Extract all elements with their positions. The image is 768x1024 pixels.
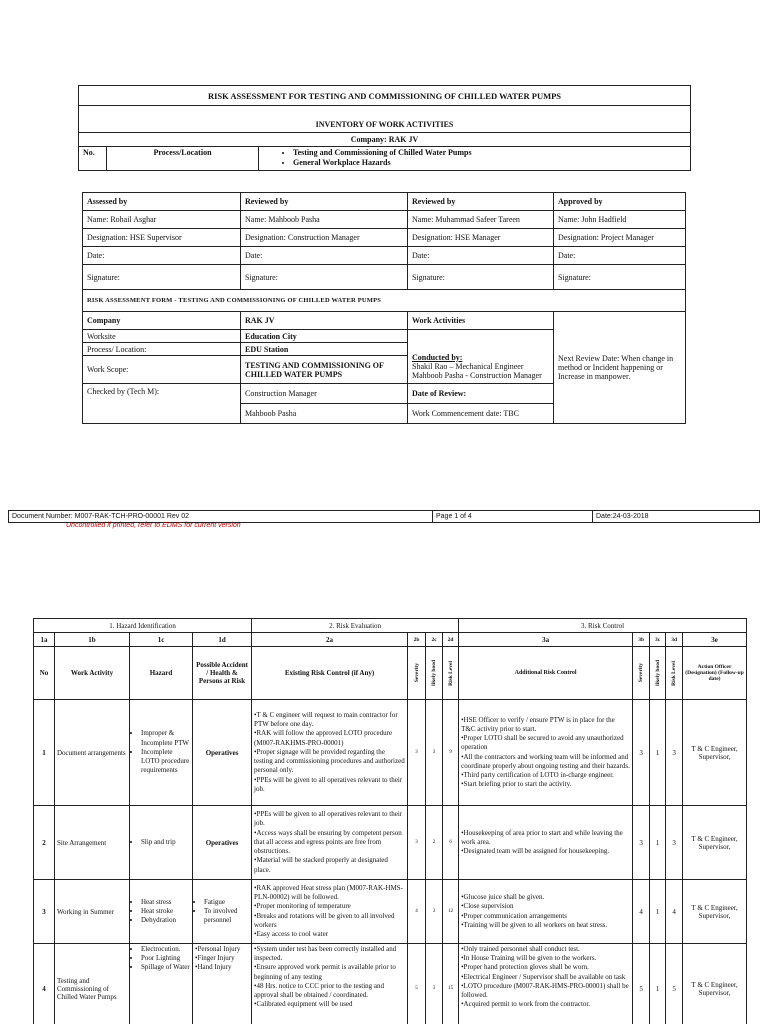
control-item: • Material will be stacked properly at designated place.: [254, 856, 405, 874]
likelihood-value: 1: [650, 880, 666, 944]
worksite-value: Education City: [241, 330, 408, 343]
severity-value: 3: [408, 700, 426, 806]
control-item: • RAK approved Heat stress plan (M007-RAK-HMS-PLN-00002) will be followed.: [254, 884, 405, 902]
conducted-by-label: Conducted by:: [412, 353, 463, 362]
control-item: • LOTO procedure (M007-RAK-HMS-PRO-00001) shall be followed.: [461, 982, 630, 1000]
risk-table: [33, 618, 747, 1024]
date-field: Date:: [83, 247, 241, 265]
work-activity: Testing and Commissioning of Chilled Water Pumps: [55, 944, 130, 1024]
header-work-activity: Work Activity: [55, 647, 130, 700]
date-field: Date:: [408, 247, 554, 265]
header-likelihood: likely hood: [426, 647, 443, 700]
work-scope-value: TESTING AND COMMISSIONING OF CHILLED WATER PUMPS: [241, 356, 408, 384]
control-item: • Access ways shall be ensuring by competent person that all access and egress points are free from obstructions.: [254, 829, 405, 857]
signature-field: Signature:: [83, 265, 241, 290]
persons-at-risk: [193, 944, 252, 1024]
control-item: • Designated team will be assigned for housekeeping.: [461, 847, 630, 856]
control-item: • Close supervision: [461, 902, 630, 911]
row-number: 3: [34, 880, 55, 944]
likelihood-value: 3: [426, 944, 443, 1024]
hazard-item: • Poor Lighting: [141, 954, 190, 963]
checked-by-role: Construction Manager: [241, 384, 408, 404]
activity-list: [259, 147, 691, 171]
conducted-by-person: Mahboob Pasha - Construction Manager: [412, 371, 542, 380]
control-item: • Proper communication arrangements: [461, 912, 630, 921]
control-item: • Proper monitoring of temperature: [254, 902, 405, 911]
section-risk-control: 3. Risk Control: [459, 619, 747, 633]
column-code: 1b: [55, 633, 130, 647]
persons-at-risk: [193, 880, 252, 944]
signature-field: Signature:: [241, 265, 408, 290]
hazard-item: • Improper & Incomplete PTW: [141, 729, 190, 747]
likelihood-value: 1: [650, 944, 666, 1024]
company-heading: Company: RAK JV: [79, 133, 691, 147]
date-of-review-label: Date of Review:: [408, 384, 554, 404]
section-hazard-identification: 1. Hazard Identification: [34, 619, 252, 633]
additional-controls: [459, 880, 633, 944]
column-code: 3e: [683, 633, 747, 647]
likelihood-value: 3: [426, 880, 443, 944]
row-number: 4: [34, 944, 55, 1024]
header-persons-at-risk: Possible Accident / Health & Persons at Risk: [193, 647, 252, 700]
conducted-by-person: Shakil Rao – Mechanical Engineer: [412, 362, 524, 371]
column-code: 1a: [34, 633, 55, 647]
person-item: • Hand Injury: [195, 963, 249, 972]
work-activity: Working in Summer: [55, 880, 130, 944]
row-number: 1: [34, 700, 55, 806]
document-title: RISK ASSESSMENT FOR TESTING AND COMMISSIONING OF CHILLED WATER PUMPS: [79, 86, 691, 106]
person-item: • To involved personnel: [204, 907, 249, 925]
column-code: 2b: [408, 633, 426, 647]
control-item: • PPEs will be given to all operatives relevant to their job.: [254, 810, 405, 828]
additional-controls: [459, 944, 633, 1024]
inventory-heading: INVENTORY OF WORK ACTIVITIES: [79, 106, 691, 133]
control-item: • In House Training will be given to the workers.: [461, 954, 630, 963]
activity-item: • General Workplace Hazards: [293, 158, 686, 168]
header-action-officer: Action Officer (Designation) (Follow-up date): [683, 647, 747, 700]
process-location-label: Process/ Location:: [83, 343, 241, 356]
process-location-value: EDU Station: [241, 343, 408, 356]
existing-controls: [252, 806, 408, 880]
reviewer-name: Name: Mahboob Pasha: [241, 211, 408, 229]
risk-level-value: 15: [443, 944, 459, 1024]
control-item: • RAK will follow the approved LOTO procedure (M007-RAKHMS-PRO-00001): [254, 729, 405, 747]
assessed-by-label: Assessed by: [83, 193, 241, 211]
severity-value: 5: [408, 944, 426, 1024]
risk-level-value: 12: [443, 880, 459, 944]
table-row: [34, 806, 747, 880]
likelihood-value: 3: [426, 700, 443, 806]
persons-at-risk: Operatives: [193, 806, 252, 880]
severity-value: 3: [633, 700, 650, 806]
hazard-item: • Heat stroke: [141, 907, 190, 916]
hazard-item: • Incomplete LOTO procedure requirements: [141, 748, 190, 776]
control-item: • PPEs will be given to all operatives relevant to their job.: [254, 776, 405, 794]
activity-item: • Testing and Commissioning of Chilled Water Pumps: [293, 148, 686, 158]
reviewer-designation: Designation: Construction Manager: [241, 229, 408, 247]
hazard-item: • Spillage of Water: [141, 963, 190, 972]
risk-level-value: 5: [666, 944, 683, 1024]
signature-field: Signature:: [408, 265, 554, 290]
form-title: RISK ASSESSMENT FORM - TESTING AND COMMISSIONING OF CHILLED WATER PUMPS: [83, 290, 686, 312]
control-item: • Only trained personnel shall conduct test.: [461, 945, 630, 954]
control-item: • Glucose juice shall be given.: [461, 893, 630, 902]
header-additional-control: Additional Risk Control: [459, 647, 633, 700]
control-item: • Training will be given to all workers on heat stress.: [461, 921, 630, 930]
uncontrolled-notice: Uncontrolled if printed, refer to EDMS for current version: [66, 522, 241, 529]
control-item: • All the contractors and working team will be informed and coordinate properly about ongoing testing and their hazards.: [461, 753, 630, 771]
hazard-list: [130, 700, 193, 806]
control-item: • Ensure approved work permit is available prior to beginning of any testing: [254, 963, 405, 981]
document-date: Date:24-03-2018: [593, 511, 760, 523]
action-officer: T & C Engineer, Supervisor,: [683, 806, 747, 880]
assessor-designation: Designation: HSE Supervisor: [83, 229, 241, 247]
control-item: • Third party certification of LOTO in-charge engineer.: [461, 771, 630, 780]
section-risk-evaluation: 2. Risk Evaluation: [252, 619, 459, 633]
hazard-item: • Heat stress: [141, 898, 190, 907]
action-officer: T & C Engineer, Supervisor,: [683, 700, 747, 806]
reviewer-name: Name: Muhammad Safeer Tareen: [408, 211, 554, 229]
control-item: • Electrical Engineer / Supervisor shall be available on task: [461, 973, 630, 982]
hazard-list: [130, 944, 193, 1024]
column-code: 2d: [443, 633, 459, 647]
header-risk-level: Risk Level: [666, 647, 683, 700]
likelihood-value: 1: [650, 806, 666, 880]
document-number: Document Number: M007-RAK-TCH-PRO-00001 Rev 02: [9, 511, 433, 523]
severity-value: 4: [408, 880, 426, 944]
reviewed-by-label: Reviewed by: [408, 193, 554, 211]
signature-field: Signature:: [554, 265, 686, 290]
persons-at-risk: Operatives: [193, 700, 252, 806]
column-code: 3d: [666, 633, 683, 647]
column-code: 3b: [633, 633, 650, 647]
approver-designation: Designation: Project Manager: [554, 229, 686, 247]
hazard-list: [130, 806, 193, 880]
table-row: [34, 700, 747, 806]
date-field: Date:: [554, 247, 686, 265]
row-number: 2: [34, 806, 55, 880]
header-risk-level: Risk Level: [443, 647, 459, 700]
existing-controls: [252, 880, 408, 944]
reviewed-by-label: Reviewed by: [241, 193, 408, 211]
risk-level-value: 6: [443, 806, 459, 880]
likelihood-value: 1: [650, 700, 666, 806]
action-officer: T & C Engineer, Supervisor,: [683, 944, 747, 1024]
work-commencement-date: Work Commencement date: TBC: [408, 404, 554, 424]
checked-by-label: Checked by (Tech M):: [83, 384, 241, 424]
control-item: • Start briefing prior to start the activity.: [461, 780, 630, 789]
work-activities-label: Work Activities: [408, 312, 554, 330]
date-field: Date:: [241, 247, 408, 265]
control-item: • Proper LOTO shall be secured to avoid any unauthorized operation: [461, 734, 630, 752]
person-item: • Fatigue: [204, 898, 249, 907]
control-item: • T & C engineer will request to main contractor for PTW before one day.: [254, 711, 405, 729]
severity-value: 5: [633, 944, 650, 1024]
control-item: • System under test has been correctly installed and inspected.: [254, 945, 405, 963]
hazard-list: [130, 880, 193, 944]
risk-level-value: 3: [666, 700, 683, 806]
risk-level-value: 9: [443, 700, 459, 806]
existing-controls: [252, 944, 408, 1024]
risk-level-value: 3: [666, 806, 683, 880]
company-value: RAK JV: [241, 312, 408, 330]
column-code: 2a: [252, 633, 408, 647]
table-row: [34, 880, 747, 944]
header-likelihood: likely hood: [650, 647, 666, 700]
header-severity: Severity: [633, 647, 650, 700]
column-code: 3a: [459, 633, 633, 647]
severity-value: 3: [633, 806, 650, 880]
next-review-date: Next Review Date: When change in method or Incident happening or Increase in manpower.: [554, 312, 686, 424]
company-label: Company: [83, 312, 241, 330]
column-code: 1d: [193, 633, 252, 647]
control-item: • Housekeeping of area prior to start and while leaving the work area.: [461, 829, 630, 847]
worksite-label: Worksite: [83, 330, 241, 343]
assessment-table: [82, 192, 686, 424]
document-header: [78, 85, 691, 171]
table-row: [34, 944, 747, 1024]
control-item: • HSE Officer to verify / ensure PTW is in place for the T&C activity prior to start.: [461, 716, 630, 734]
severity-value: 3: [408, 806, 426, 880]
hazard-item: • Slip and trip: [141, 838, 190, 847]
existing-controls: [252, 700, 408, 806]
checked-by-name: Mahboob Pasha: [241, 404, 408, 424]
approver-name: Name: John Hadfield: [554, 211, 686, 229]
hazard-item: • Dehydration: [141, 916, 190, 925]
approved-by-label: Approved by: [554, 193, 686, 211]
control-item: • 48 Hrs. notice to CCC prior to the testing and approval shall be obtained / coordinated.: [254, 982, 405, 1000]
header-hazard: Hazard: [130, 647, 193, 700]
page-number: Page 1 of 4: [433, 511, 593, 523]
process-location-label: Process/Location: [107, 147, 259, 171]
work-activity: Site Arrangement: [55, 806, 130, 880]
control-item: • Calibrated equipment will be used: [254, 1000, 405, 1009]
person-item: • Personal Injury: [195, 945, 249, 954]
control-item: • Acquired permit to work from the contractor.: [461, 1000, 630, 1009]
header-no: No: [34, 647, 55, 700]
column-code: 2c: [426, 633, 443, 647]
reviewer-designation: Designation: HSE Manager: [408, 229, 554, 247]
additional-controls: [459, 806, 633, 880]
control-item: • Proper hand protection gloves shall be worn.: [461, 963, 630, 972]
conducted-by: [408, 330, 554, 384]
no-label: No.: [79, 147, 107, 171]
hazard-item: • Electrocution.: [141, 945, 190, 954]
control-item: • Easy access to cool water: [254, 930, 405, 939]
additional-controls: [459, 700, 633, 806]
work-scope-label: Work Scope:: [83, 356, 241, 384]
person-item: • Finger Injury: [195, 954, 249, 963]
control-item: • Breaks and rotations will be given to all involved workers: [254, 912, 405, 930]
severity-value: 4: [633, 880, 650, 944]
risk-level-value: 4: [666, 880, 683, 944]
control-item: • Proper signage will be provided regarding the testing and commissioning procedures and authorized personal only.: [254, 748, 405, 776]
action-officer: T & C Engineer, Supervisor,: [683, 880, 747, 944]
header-severity: Severity: [408, 647, 426, 700]
likelihood-value: 2: [426, 806, 443, 880]
assessor-name: Name: Rohail Asghar: [83, 211, 241, 229]
column-code: 3c: [650, 633, 666, 647]
work-activity: Document arrangements: [55, 700, 130, 806]
column-code: 1c: [130, 633, 193, 647]
header-existing-control: Existing Risk Control (if Any): [252, 647, 408, 700]
